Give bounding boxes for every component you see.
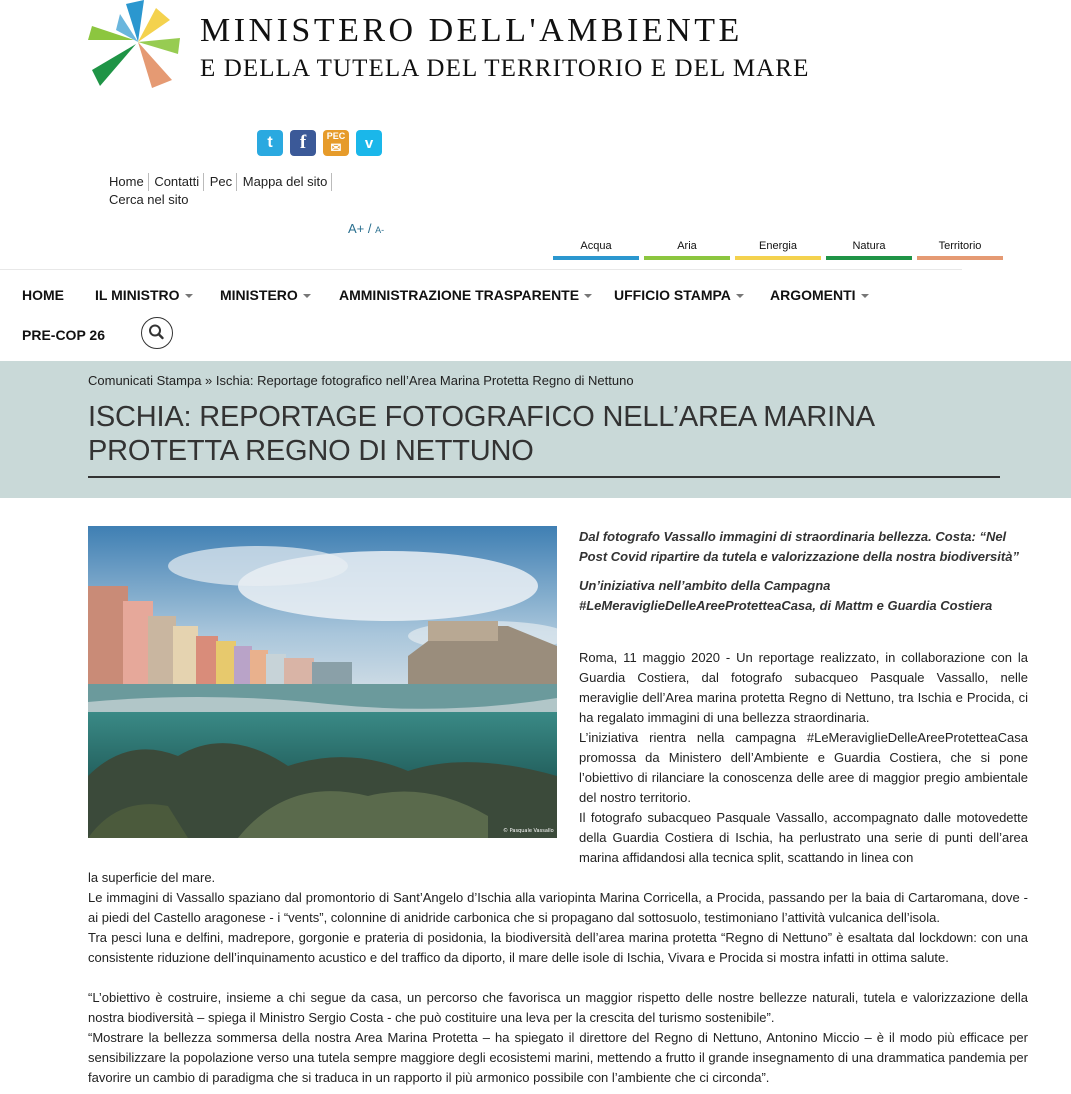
nav-label: HOME [22, 287, 64, 303]
link-sitemap[interactable]: Mappa del sito [243, 173, 333, 191]
search-button[interactable] [141, 317, 173, 349]
category-territorio[interactable]: Territorio [917, 240, 1003, 260]
utility-links [109, 173, 369, 209]
article-lead: Dal fotografo Vassallo immagini di straordinaria bellezza. Costa: “Nel Post Covid ripartire da tutela e valorizzazione della nostra biodiversità” [579, 529, 1019, 564]
nav-ufficio-stampa[interactable] [614, 287, 744, 303]
nav-label: PRE-COP 26 [22, 327, 105, 343]
link-pec[interactable]: Pec [210, 173, 237, 191]
article-paragraph: L’iniziativa rientra nella campagna #LeMeraviglieDelleAreeProtetteaCasa promossa da Ministero dell’Ambiente e Guardia Costiera, che si pone l’obiettivo di rilanciare la conoscenza delle aree di maggior pregio ambientale del nostro territorio. [579, 730, 1028, 805]
link-contatti[interactable]: Contatti [154, 173, 204, 191]
search-icon [142, 318, 171, 347]
pec-mail-icon[interactable] [323, 130, 349, 156]
category-acqua[interactable]: Acqua [553, 240, 639, 260]
facebook-icon[interactable]: f [290, 130, 316, 156]
page-title: ISCHIA: REPORTAGE FOTOGRAFICO NELL’AREA MARINA PROTETTA REGNO DI NETTUNO [88, 401, 874, 467]
nav-label: UFFICIO STAMPA [614, 287, 731, 303]
article-paragraph: Tra pesci luna e delfini, madrepore, gorgonie e prateria di posidonia, la biodiversità dell’area marina protetta “Regno di Nettuno” è esaltata dal lockdown: con una consistente riduzione dell’inquinamento acustico e del traffico da diporto, il mare delle isole di Ischia, Vivara e Procida si mostra infatti in ottima salute. [88, 930, 1028, 965]
photo-credit: © Pasquale Vassallo [503, 828, 554, 834]
article-paragraph: Le immagini di Vassallo spaziano dal promontorio di Sant’Angelo d’Ischia alla variopinta Marina Corricella, a Procida, passando per la baia di Cartaromana, dove - ai piedi del Castello aragonese - i “vents”, colonnine di anidride carbonica che si propagano dal sottosuolo, testimoniano l’attività vulcanica dell’isola. [88, 890, 1028, 925]
title-underline [88, 476, 1000, 478]
ministry-title: MINISTERO DELL'AMBIENTE [200, 12, 743, 49]
link-search-site[interactable]: Cerca nel sito [109, 192, 189, 207]
link-home[interactable]: Home [109, 173, 149, 191]
nav-label: IL MINISTRO [95, 287, 180, 303]
chevron-down-icon [736, 294, 744, 298]
article-paragraph: Il fotografo subacqueo Pasquale Vassallo, accompagnato dalle motovedette della Guardia Costiera di Ischia, ha perlustrato una serie di punti dell’area marina affidandosi alla tecnica split, scattando in linea con [579, 810, 1028, 865]
nav-divider [0, 269, 962, 270]
chevron-down-icon [584, 294, 592, 298]
nav-ministero[interactable] [220, 287, 311, 303]
nav-label: ARGOMENTI [770, 287, 856, 303]
breadcrumb[interactable]: Comunicati Stampa » Ischia: Reportage fotografico nell’Area Marina Protetta Regno di Nettuno [88, 373, 634, 388]
envelope-icon: ✉ [330, 140, 342, 155]
nav-amministrazione-trasparente[interactable] [339, 287, 592, 303]
article-subtitle: Un’iniziativa nell’ambito della Campagna #LeMeraviglieDelleAreeProtetteaCasa, di Mattm e Guardia Costiera [579, 578, 993, 613]
nav-label: MINISTERO [220, 287, 298, 303]
ministry-logo[interactable] [86, 0, 182, 90]
nav-argomenti[interactable] [770, 287, 869, 303]
article-paragraph: “Mostrare la bellezza sommersa della nostra Area Marina Protetta – ha spiegato il direttore del Regno di Nettuno, Antonino Miccio – è il modo più efficace per sensibilizzare la popolazione verso una tutela sempre maggiore degli ecosistemi marini, mettendo a frutto il grande insegnamento di una drammatica pandemia per favorire un cambio di paradigma che si traduca in un rapporto il più armonico possibile con l’ambiente che ci circonda”. [88, 1030, 1028, 1085]
font-size-controls [348, 221, 384, 236]
article-paragraph: la superficie del mare. [88, 870, 216, 885]
twitter-icon[interactable]: t [257, 130, 283, 156]
nav-label: AMMINISTRAZIONE TRASPARENTE [339, 287, 580, 303]
pec-label: PEC [326, 131, 346, 141]
nav-pre-cop-26[interactable] [22, 327, 105, 343]
article-photo [88, 526, 557, 838]
category-aria[interactable]: Aria [644, 240, 730, 260]
font-decrease-button[interactable]: A- [375, 225, 385, 235]
category-natura[interactable]: Natura [826, 240, 912, 260]
article-paragraph: Roma, 11 maggio 2020 - Un reportage realizzato, in collaborazione con la Guardia Costiera, dal fotografo subacqueo Pasquale Vassallo, nelle meraviglie dell’Area marina protetta Regno di Nettuno, tra Ischia e Procida, ci ha regalato immagini di una bellezza straordinaria. [579, 650, 1028, 725]
ministry-subtitle: E DELLA TUTELA DEL TERRITORIO E DEL MARE [200, 55, 810, 82]
nav-home[interactable] [22, 287, 64, 303]
nav-il-ministro[interactable] [95, 287, 193, 303]
article-paragraph: “L’obiettivo è costruire, insieme a chi segue da casa, un percorso che favorisca un maggior rispetto delle nostre bellezze naturali, tutela e valorizzazione della nostra biodiversità – spiega il Ministro Sergio Costa - che può costituire una leva per la crescita del turismo sostenibile”. [88, 990, 1028, 1025]
chevron-down-icon [185, 294, 193, 298]
chevron-down-icon [861, 294, 869, 298]
chevron-down-icon [303, 294, 311, 298]
font-size-separator: / [364, 221, 376, 236]
font-increase-button[interactable]: A+ [348, 221, 365, 236]
category-energia[interactable]: Energia [735, 240, 821, 260]
vimeo-icon[interactable]: v [356, 130, 382, 156]
